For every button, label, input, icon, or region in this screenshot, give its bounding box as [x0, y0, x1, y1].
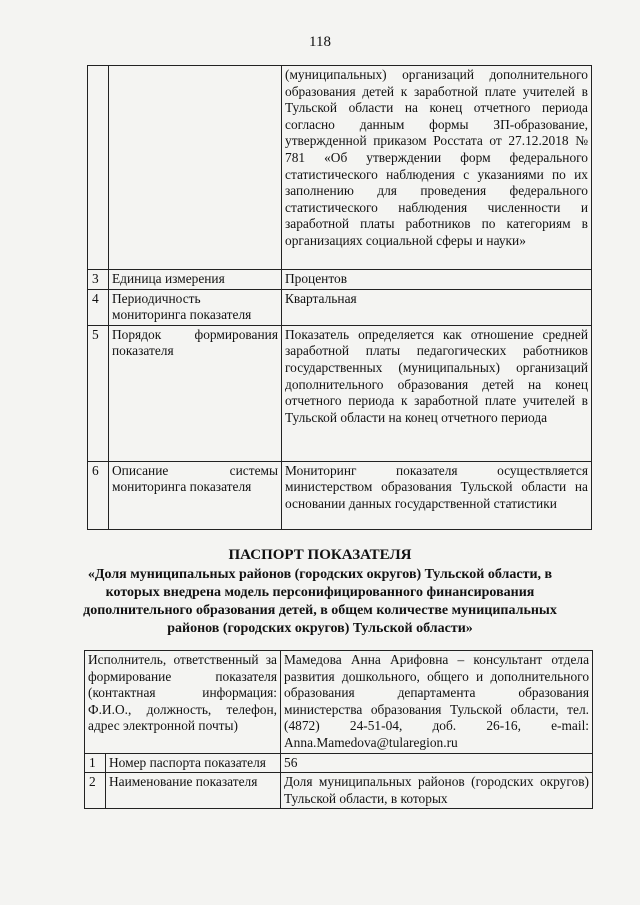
- row-value-cell: Квартальная: [282, 289, 592, 325]
- row-value-cell: 56: [281, 753, 593, 773]
- row-label-cell: [109, 66, 282, 270]
- row-label-cell: Описание системы мониторинга показателя: [109, 461, 282, 529]
- table-row: [88, 461, 592, 529]
- page-number: 118: [309, 34, 331, 50]
- indicator-table-continued: [87, 65, 592, 530]
- passport-table: [84, 650, 593, 809]
- row-value-cell: Показатель определяется как отношение средней заработной платы педагогических работников государственных (муниципальных) организаций дополнительного образования детей на конец отчетного периода к заработной плате учителей в Тульской области на конец отчетного периода: [282, 325, 592, 461]
- table-row: [85, 753, 593, 773]
- table-row: [88, 270, 592, 290]
- row-number-cell: 6: [88, 461, 109, 529]
- row-label-cell: Периодичность мониторинга показателя: [109, 289, 282, 325]
- row-number-cell: 2: [85, 773, 106, 809]
- row-number-cell: 5: [88, 325, 109, 461]
- row-label-cell: Наименование показателя: [106, 773, 281, 809]
- table-row: [88, 289, 592, 325]
- passport-subtitle: «Доля муниципальных районов (городских округов) Тульской области, в которых внедрена модель персонифицированного финансирования дополнительного образования детей, в общем количестве муниципальных районов (городских округов) Тульской области»: [83, 567, 557, 636]
- row-number-cell: 1: [85, 753, 106, 773]
- executor-value-cell: Мамедова Анна Арифовна – консультант отдела развития дошкольного, общего и дополнительного образования департамента образования министерства образования Тульской области, тел. (4872) 24-51-04, доб. 26-16, e-mail: Anna.Mamedova@tularegion.ru: [281, 651, 593, 754]
- passport-title: ПАСПОРТ ПОКАЗАТЕЛЯ: [228, 547, 412, 563]
- row-label-cell: Единица измерения: [109, 270, 282, 290]
- row-value-cell: (муниципальных) организаций дополнительного образования детей к заработной плате учителей в Тульской области на конец отчетного периода согласно данным формы ЗП-образование, утвержденной приказом Росстата от 27.12.2018 № 781 «Об утверждении форм федерального статистического наблюдения с указаниями по их заполнению для проведения федерального статистического наблюдения численности и заработной платы работников по категориям в организациях социальной сферы и науки»: [282, 66, 592, 270]
- table-row: [88, 325, 592, 461]
- row-value-cell: Мониторинг показателя осуществляется министерством образования Тульской области на основании данных государственной статистики: [282, 461, 592, 529]
- row-label-cell: Порядок формирования показателя: [109, 325, 282, 461]
- row-value-cell: Доля муниципальных районов (городских округов) Тульской области, в которых: [281, 773, 593, 809]
- row-number-cell: 4: [88, 289, 109, 325]
- executor-label-cell: Исполнитель, ответственный за формирование показателя (контактная информация: Ф.И.О., должность, телефон, адрес электронной почты): [85, 651, 281, 754]
- table-row: [85, 651, 593, 754]
- row-value-cell: Процентов: [282, 270, 592, 290]
- table-row: [88, 66, 592, 270]
- row-number-cell: 3: [88, 270, 109, 290]
- table-row: [85, 773, 593, 809]
- row-label-cell: Номер паспорта показателя: [106, 753, 281, 773]
- row-number-cell: [88, 66, 109, 270]
